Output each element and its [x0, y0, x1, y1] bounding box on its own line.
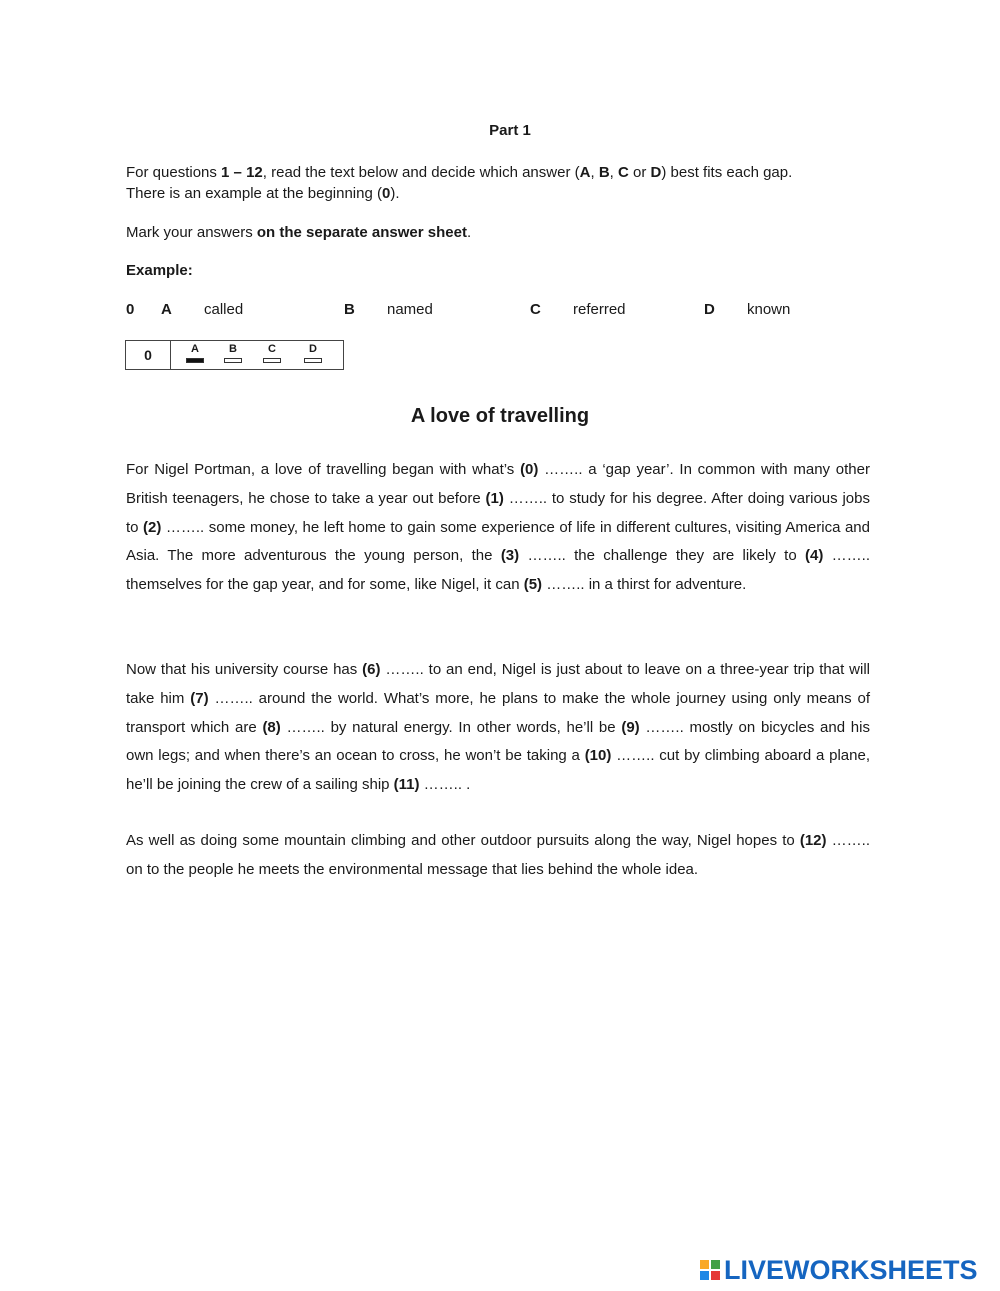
paragraph-text: As well as doing some mountain climbing and other outdoor pursuits along the way, Nigel hopes to — [126, 832, 800, 849]
answer-mark-d: D — [303, 343, 323, 363]
example-number: 0 — [126, 301, 135, 318]
gap-number: (4) — [804, 547, 824, 565]
option-word-d: known — [747, 301, 791, 318]
paragraph-text: Now that his university course has — [126, 661, 363, 678]
option-letter-c: C — [530, 301, 541, 318]
gap-number: (1) — [485, 489, 504, 507]
answer-bubble — [224, 358, 242, 363]
answer-mark-a: A — [185, 343, 205, 363]
logo-text: LIVEWORKSHEETS — [724, 1254, 978, 1285]
instructions: For questions 1 – 12, read the text below and decide which answer (A, B, C or D) best fits each gap. There is an example at the beginning (0). — [126, 164, 793, 202]
gap-number: (8) — [262, 718, 281, 736]
gap-number: (5) — [523, 576, 543, 594]
answer-bubble — [304, 358, 322, 363]
part-title: Part 1 — [489, 122, 531, 139]
gap-number: (9) — [621, 718, 640, 736]
paragraph-text: …….. mostly on bicycles and his own legs; and when there’s an ocean to cross, he won’t be taking a — [126, 718, 870, 765]
paragraph-text: …….. cut by climbing aboard a plane, he’ll be joining the crew of a sailing ship — [126, 747, 871, 794]
answer-bubble — [186, 358, 204, 363]
gap-number: (12) — [799, 832, 827, 849]
example-answer-sheet — [125, 340, 344, 370]
paragraph-text: …….. in a thirst for adventure. — [542, 576, 747, 594]
option-letter-d: D — [704, 301, 715, 318]
answer-mark-c: C — [262, 343, 282, 363]
paragraph-text: For Nigel Portman, a love of travelling began with what’s — [126, 461, 521, 478]
paragraph-text: …….. . — [419, 776, 471, 794]
option-letter-b: B — [344, 301, 355, 318]
mark-answers-instruction: Mark your answers on the separate answer sheet. — [126, 224, 472, 241]
gap-number: (7) — [190, 689, 209, 707]
answer-bubble — [263, 358, 281, 363]
paragraph-3 — [126, 827, 870, 885]
text-title: A love of travelling — [410, 405, 590, 427]
option-word-c: referred — [573, 301, 626, 318]
paragraph-text: …….. the challenge they are likely to — [519, 547, 805, 565]
paragraph-text: …….. a ‘gap year’. In common with many other British teenagers, he chose to take a year out before — [126, 461, 870, 507]
paragraph-text: …….. to study for his degree. After doing various jobs to — [126, 489, 870, 536]
logo-squares-icon — [700, 1260, 720, 1280]
option-word-a: called — [204, 301, 244, 318]
paragraph-text: …….. themselves for the gap year, and for some, like Nigel, it can — [126, 547, 870, 594]
answer-mark-b: B — [223, 343, 243, 363]
paragraph-text: …….. to an end, Nigel is just about to leave on a three-year trip that will take him — [126, 661, 870, 707]
paragraph-text: …….. around the world. What’s more, he plans to make the whole journey using only means of transport which are — [126, 689, 870, 736]
gap-number: (0) — [520, 461, 539, 478]
gap-number: (10) — [584, 747, 612, 765]
option-letter-a: A — [161, 301, 172, 318]
example-options — [0, 301, 1000, 321]
paragraph-2 — [126, 656, 870, 800]
paragraph-text: …….. some money, he left home to gain some experience of life in different cultures, visiting America and Asia. The more adventurous the young person, the — [126, 518, 870, 565]
gap-number: (2) — [143, 518, 162, 536]
paragraph-text: …….. by natural energy. In other words, he’ll be — [280, 718, 622, 736]
gap-number: (6) — [362, 661, 381, 678]
paragraph-text: …….. on to the people he meets the environmental message that lies behind the whole idea. — [126, 832, 870, 878]
option-word-b: named — [387, 301, 433, 318]
paragraph-1 — [126, 456, 870, 600]
example-label: Example: — [126, 262, 193, 279]
answer-sheet-number: 0 — [126, 341, 171, 369]
gap-number: (3) — [500, 547, 520, 565]
liveworksheets-logo — [700, 1255, 978, 1285]
gap-number: (11) — [393, 776, 420, 794]
